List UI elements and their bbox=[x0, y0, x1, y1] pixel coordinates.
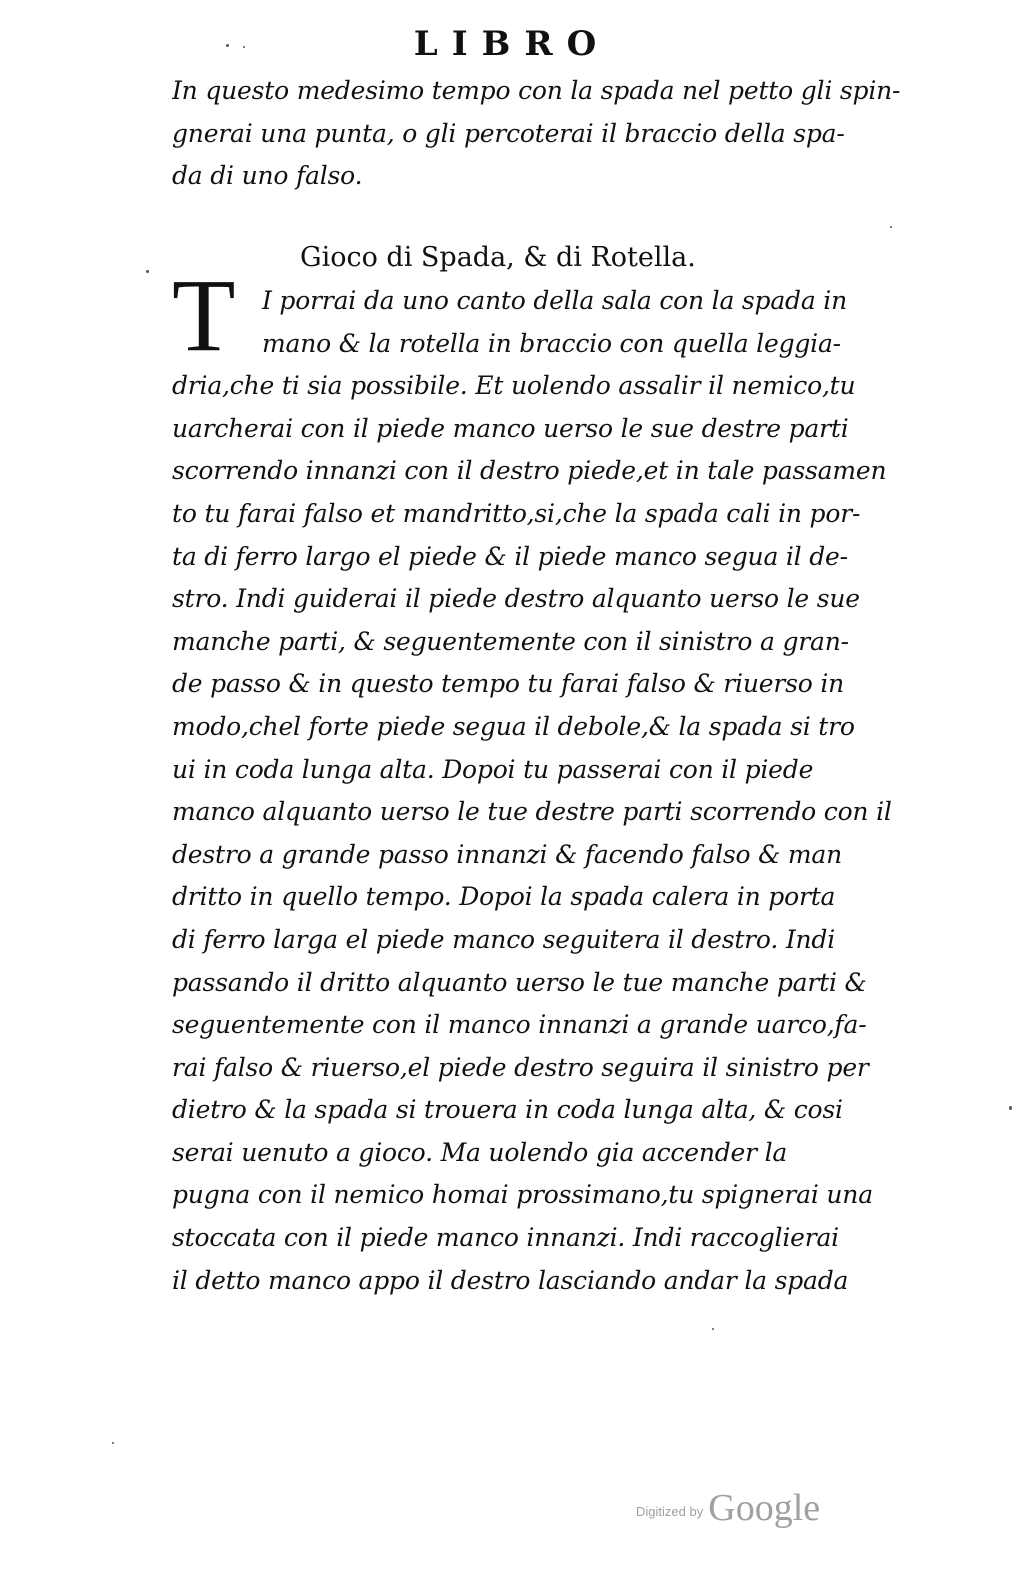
main-paragraph bbox=[172, 280, 902, 1302]
digitized-watermark bbox=[636, 1486, 820, 1530]
text-line: serai uenuto a gioco. Ma uolendo gia accender la bbox=[172, 1137, 788, 1167]
text-line: ui in coda lunga alta. Dopoi tu passerai con il piede bbox=[172, 754, 814, 784]
text-line: destro a grande passo innanzi & facendo falso & man bbox=[172, 839, 843, 869]
text-line: to tu farai falso et mandritto,si,che la spada cali in por- bbox=[172, 498, 861, 528]
text-line: de passo & in questo tempo tu farai falso & riuerso in bbox=[172, 669, 845, 699]
text-line: passando il dritto alquanto uerso le tue manche parti & bbox=[172, 967, 867, 997]
scan-speck bbox=[243, 46, 245, 48]
scan-speck bbox=[890, 226, 892, 228]
text-line: manco alquanto uerso le tue destre parti scorrendo con il bbox=[172, 797, 892, 827]
scan-speck bbox=[1009, 1106, 1012, 1110]
watermark-prefix: Digitized by bbox=[636, 1504, 704, 1519]
text-line: il detto manco appo il destro lasciando andar la spada bbox=[172, 1265, 849, 1295]
text-line: mano & la rotella in braccio con quella leggia- bbox=[262, 328, 841, 358]
text-line: stro. Indi guiderai il piede destro alquanto uerso le sue bbox=[172, 584, 860, 614]
text-line: di ferro larga el piede manco seguitera il destro. Indi bbox=[172, 924, 835, 954]
text-line: uarcherai con il piede manco uerso le sue destre parti bbox=[172, 413, 849, 443]
intro-paragraph bbox=[172, 70, 902, 198]
text-line: scorrendo innanzi con il destro piede,et in tale passamen bbox=[172, 456, 887, 486]
text-line: stoccata con il piede manco innanzi. Indi raccoglierai bbox=[172, 1223, 839, 1253]
text-line: modo,chel forte piede segua il debole,& la spada si tro bbox=[172, 711, 855, 741]
text-line: ta di ferro largo el piede & il piede manco segua il de- bbox=[172, 541, 848, 571]
text-line: da di uno falso. bbox=[172, 161, 363, 191]
text-line: seguentemente con il manco innanzi a grande uarco,fa- bbox=[172, 1010, 867, 1040]
text-line: I porrai da uno canto della sala con la spada in bbox=[262, 286, 847, 315]
text-line: dritto in quello tempo. Dopoi la spada calera in porta bbox=[172, 882, 836, 912]
scan-speck bbox=[712, 1328, 714, 1330]
scan-speck bbox=[146, 270, 149, 273]
text-line: rai falso & riuerso,el piede destro seguira il sinistro per bbox=[172, 1052, 869, 1082]
text-line: In questo medesimo tempo con la spada nel petto gli spin- bbox=[172, 76, 901, 105]
drop-cap: T bbox=[172, 258, 236, 373]
text-line: dietro & la spada si trouera in coda lunga alta, & cosi bbox=[172, 1095, 843, 1125]
scan-speck bbox=[226, 44, 229, 47]
text-line: dria,che ti sia possibile. Et uolendo assalir il nemico,tu bbox=[172, 371, 856, 401]
scan-speck bbox=[112, 1442, 114, 1444]
watermark-brand: Google bbox=[708, 1487, 821, 1529]
text-line: manche parti, & seguentemente con il sinistro a gran- bbox=[172, 626, 849, 656]
running-head: LIBRO bbox=[413, 24, 611, 64]
text-line: pugna con il nemico homai prossimano,tu spignerai una bbox=[172, 1180, 873, 1210]
text-line: gnerai una punta, o gli percoterai il braccio della spa- bbox=[172, 118, 845, 148]
section-heading: Gioco di Spada, & di Rotella. bbox=[300, 242, 696, 273]
